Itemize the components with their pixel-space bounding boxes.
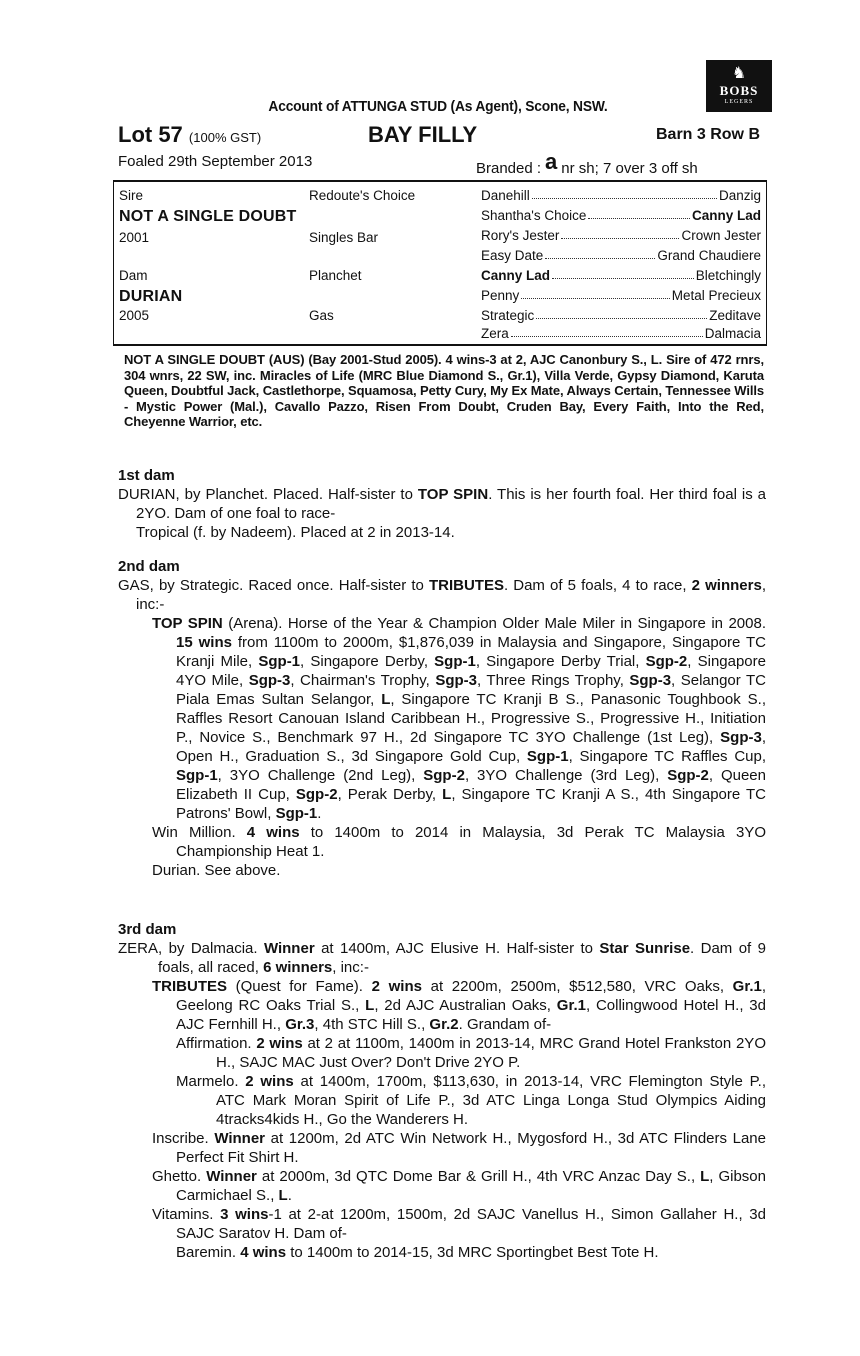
- sire-label: Sire: [119, 188, 144, 203]
- lot-sex: BAY FILLY: [368, 122, 478, 147]
- pedigree-table: [113, 180, 767, 346]
- sire-year: 2001: [119, 230, 150, 245]
- pedigree-g4-row: Rory's Jester Crown Jester: [481, 228, 761, 243]
- dam-dam: Gas: [309, 308, 334, 323]
- logo-sub: LEGERS: [724, 99, 754, 105]
- dam-paragraph: GAS, by Strategic. Raced once. Half-sister to TRIBUTES. Dam of 5 foals, 4 to race, 2 winners, inc:-: [118, 577, 766, 613]
- second-dam-section: [118, 557, 766, 880]
- pedigree-g4-row: Canny Lad Bletchingly: [481, 268, 761, 283]
- grand-progeny-entry: Affirmation. 2 wins at 2 at 1100m, 1400m in 2013-14, MRC Grand Hotel Frankston 2YO H., SAJC MAC Just Over? Don't Drive 2YO P.: [176, 1035, 766, 1071]
- gst-note: (100% GST): [188, 130, 262, 145]
- logo-brand: BOBS: [719, 83, 759, 98]
- progeny-entry: TRIBUTES (Quest for Fame). 2 wins at 2200m, 2500m, $512,580, VRC Oaks, Gr.1, Geelong RC Oaks Trial S., L, 2d AJC Australian Oaks, Gr.1, Collingwood Hotel H., 3d AJC Fernhill H., Gr.3, 4th STC Hill S., Gr.2. Grandam of-: [152, 978, 767, 1033]
- section-heading: 3rd dam: [118, 921, 177, 938]
- third-dam-section: [118, 920, 766, 1262]
- pedigree-g4-row: Zera Dalmacia: [481, 326, 761, 341]
- pedigree-g4-row: Penny Metal Precieux: [481, 288, 761, 303]
- pedigree-g4-row: Shantha's Choice Canny Lad: [481, 208, 761, 223]
- horse-icon: ♞: [731, 65, 747, 82]
- foal-entry: Tropical (f. by Nadeem). Placed at 2 in 2013-14.: [136, 524, 455, 541]
- grand-progeny-entry: Marmelo. 2 wins at 1400m, 1700m, $113,630, in 2013-14, VRC Flemington Style P., ATC Mark Moran Spirit of Life P., 3d ATC Linga Longa Stud Olympics Aiding 4tracks4kids H., Go the Wanderers H.: [176, 1073, 767, 1128]
- lot-line: [118, 122, 760, 148]
- section-heading: 2nd dam: [118, 558, 180, 575]
- sire-name: NOT A SINGLE DOUBT: [119, 208, 297, 225]
- pedigree-g4-row: Strategic Zeditave: [481, 308, 761, 323]
- pedigree-g4-row: Easy Date Grand Chaudiere: [481, 248, 761, 263]
- grand-progeny-entry: Baremin. 4 wins to 1400m to 2014-15, 3d MRC Sportingbet Best Tote H.: [176, 1244, 659, 1261]
- progeny-entry: Vitamins. 3 wins-1 at 2-at 1200m, 1500m, 2d SAJC Vanellus H., Simon Gallaher H., 3d SAJC Saratov H. Dam of-: [152, 1206, 766, 1242]
- progeny-entry: Win Million. 4 wins to 1400m to 2014 in Malaysia, 3d Perak TC Malaysia 3YO Championship Heat 1.: [152, 824, 766, 860]
- dam-paragraph: ZERA, by Dalmacia. Winner at 1400m, AJC Elusive H. Half-sister to Star Sunrise. Dam of 9 foals, all raced, 6 winners, inc:-: [118, 940, 766, 976]
- section-heading: 1st dam: [118, 467, 175, 484]
- progeny-entry: Ghetto. Winner at 2000m, 3d QTC Dome Bar & Grill H., 4th VRC Anzac Day S., L, Gibson Carmichael S., L.: [152, 1168, 766, 1204]
- dam-year: 2005: [119, 308, 150, 323]
- branded-info: Branded : a nr sh; 7 over 3 off sh: [476, 149, 698, 177]
- lot-number: Lot 57 (100% GST): [118, 122, 262, 147]
- progeny-entry: TOP SPIN (Arena). Horse of the Year & Champion Older Male Miler in Singapore in 2008. 15 wins from 1100m to 2000m, $1,876,039 in Malaysia and Singapore, Singapore TC Kranji Mile, Sgp-1, Singapore Derby, Sgp-1, Singapore Derby Trial, Sgp-2, Singapore 4YO Mile, Sgp-3, Chairman's Trophy, Sgp-3, Three Rings Trophy, Sgp-3, Selangor TC Piala Emas Sultan Selangor, L, Singapore TC Kranji B S., Panasonic Toughbook S., Raffles Resort Canouan Island Caribbean H., Progressive S., Progressive H., Initiation P., Novice S., Benchmark 97 H., 2d Singapore TC 3YO Challenge (1st Leg), Sgp-3, Open H., Graduation S., 3d Singapore Gold Cup, Sgp-1, Singapore TC Raffles Cup, Sgp-1, 3YO Challenge (2nd Leg), Sgp-2, 3YO Challenge (3rd Leg), Sgp-2, Queen Elizabeth II Cup, Sgp-2, Perak Derby, L, Singapore TC Kranji A S., 4th Singapore TC Patrons' Bowl, Sgp-1.: [152, 615, 767, 822]
- dam-sire: Planchet: [309, 268, 362, 283]
- brand-mark: a: [545, 149, 558, 174]
- progeny-entry: Durian. See above.: [152, 862, 281, 879]
- progeny-entry: Inscribe. Winner at 1200m, 2d ATC Win Network H., Mygosford H., 3d ATC Flinders Lane Perfect Fit Shirt H.: [152, 1130, 766, 1166]
- dam-name: DURIAN: [119, 288, 183, 305]
- foaled-date: Foaled 29th September 2013: [118, 153, 313, 170]
- dam-paragraph: DURIAN, by Planchet. Placed. Half-sister to TOP SPIN. This is her fourth foal. Her third foal is a 2YO. Dam of one foal to race-: [118, 486, 767, 522]
- sire-sire: Redoute's Choice: [309, 188, 416, 203]
- pedigree-g4-row: Danehill Danzig: [481, 188, 761, 203]
- barn-location: Barn 3 Row B: [655, 126, 760, 143]
- sire-summary: NOT A SINGLE DOUBT (AUS) (Bay 2001-Stud 2005). 4 wins-3 at 2, AJC Canonbury S., L. Sire of 472 rnrs, 304 wnrs, 22 SW, inc. Miracles of Life (MRC Blue Diamond S., Gr.1), Villa Verde, Gypsy Diamond, Karuta Queen, Doubtful Jack, Castlethorpe, Squamosa, Petty Cury, My Ex Mate, Always Certain, Tennessee Wills - Mystic Power (Mal.), Cavallo Pazzo, Risen From Doubt, Cruden Bay, Every Faith, Into the Red, Cheyenne Warrior, etc.: [124, 352, 764, 429]
- foaled-line: [118, 149, 760, 177]
- first-dam-section: [118, 466, 766, 542]
- sire-dam: Singles Bar: [309, 230, 379, 245]
- dam-label: Dam: [119, 268, 148, 283]
- vendor-line: Account of ATTUNGA STUD (As Agent), Scone, NSW.: [268, 98, 608, 115]
